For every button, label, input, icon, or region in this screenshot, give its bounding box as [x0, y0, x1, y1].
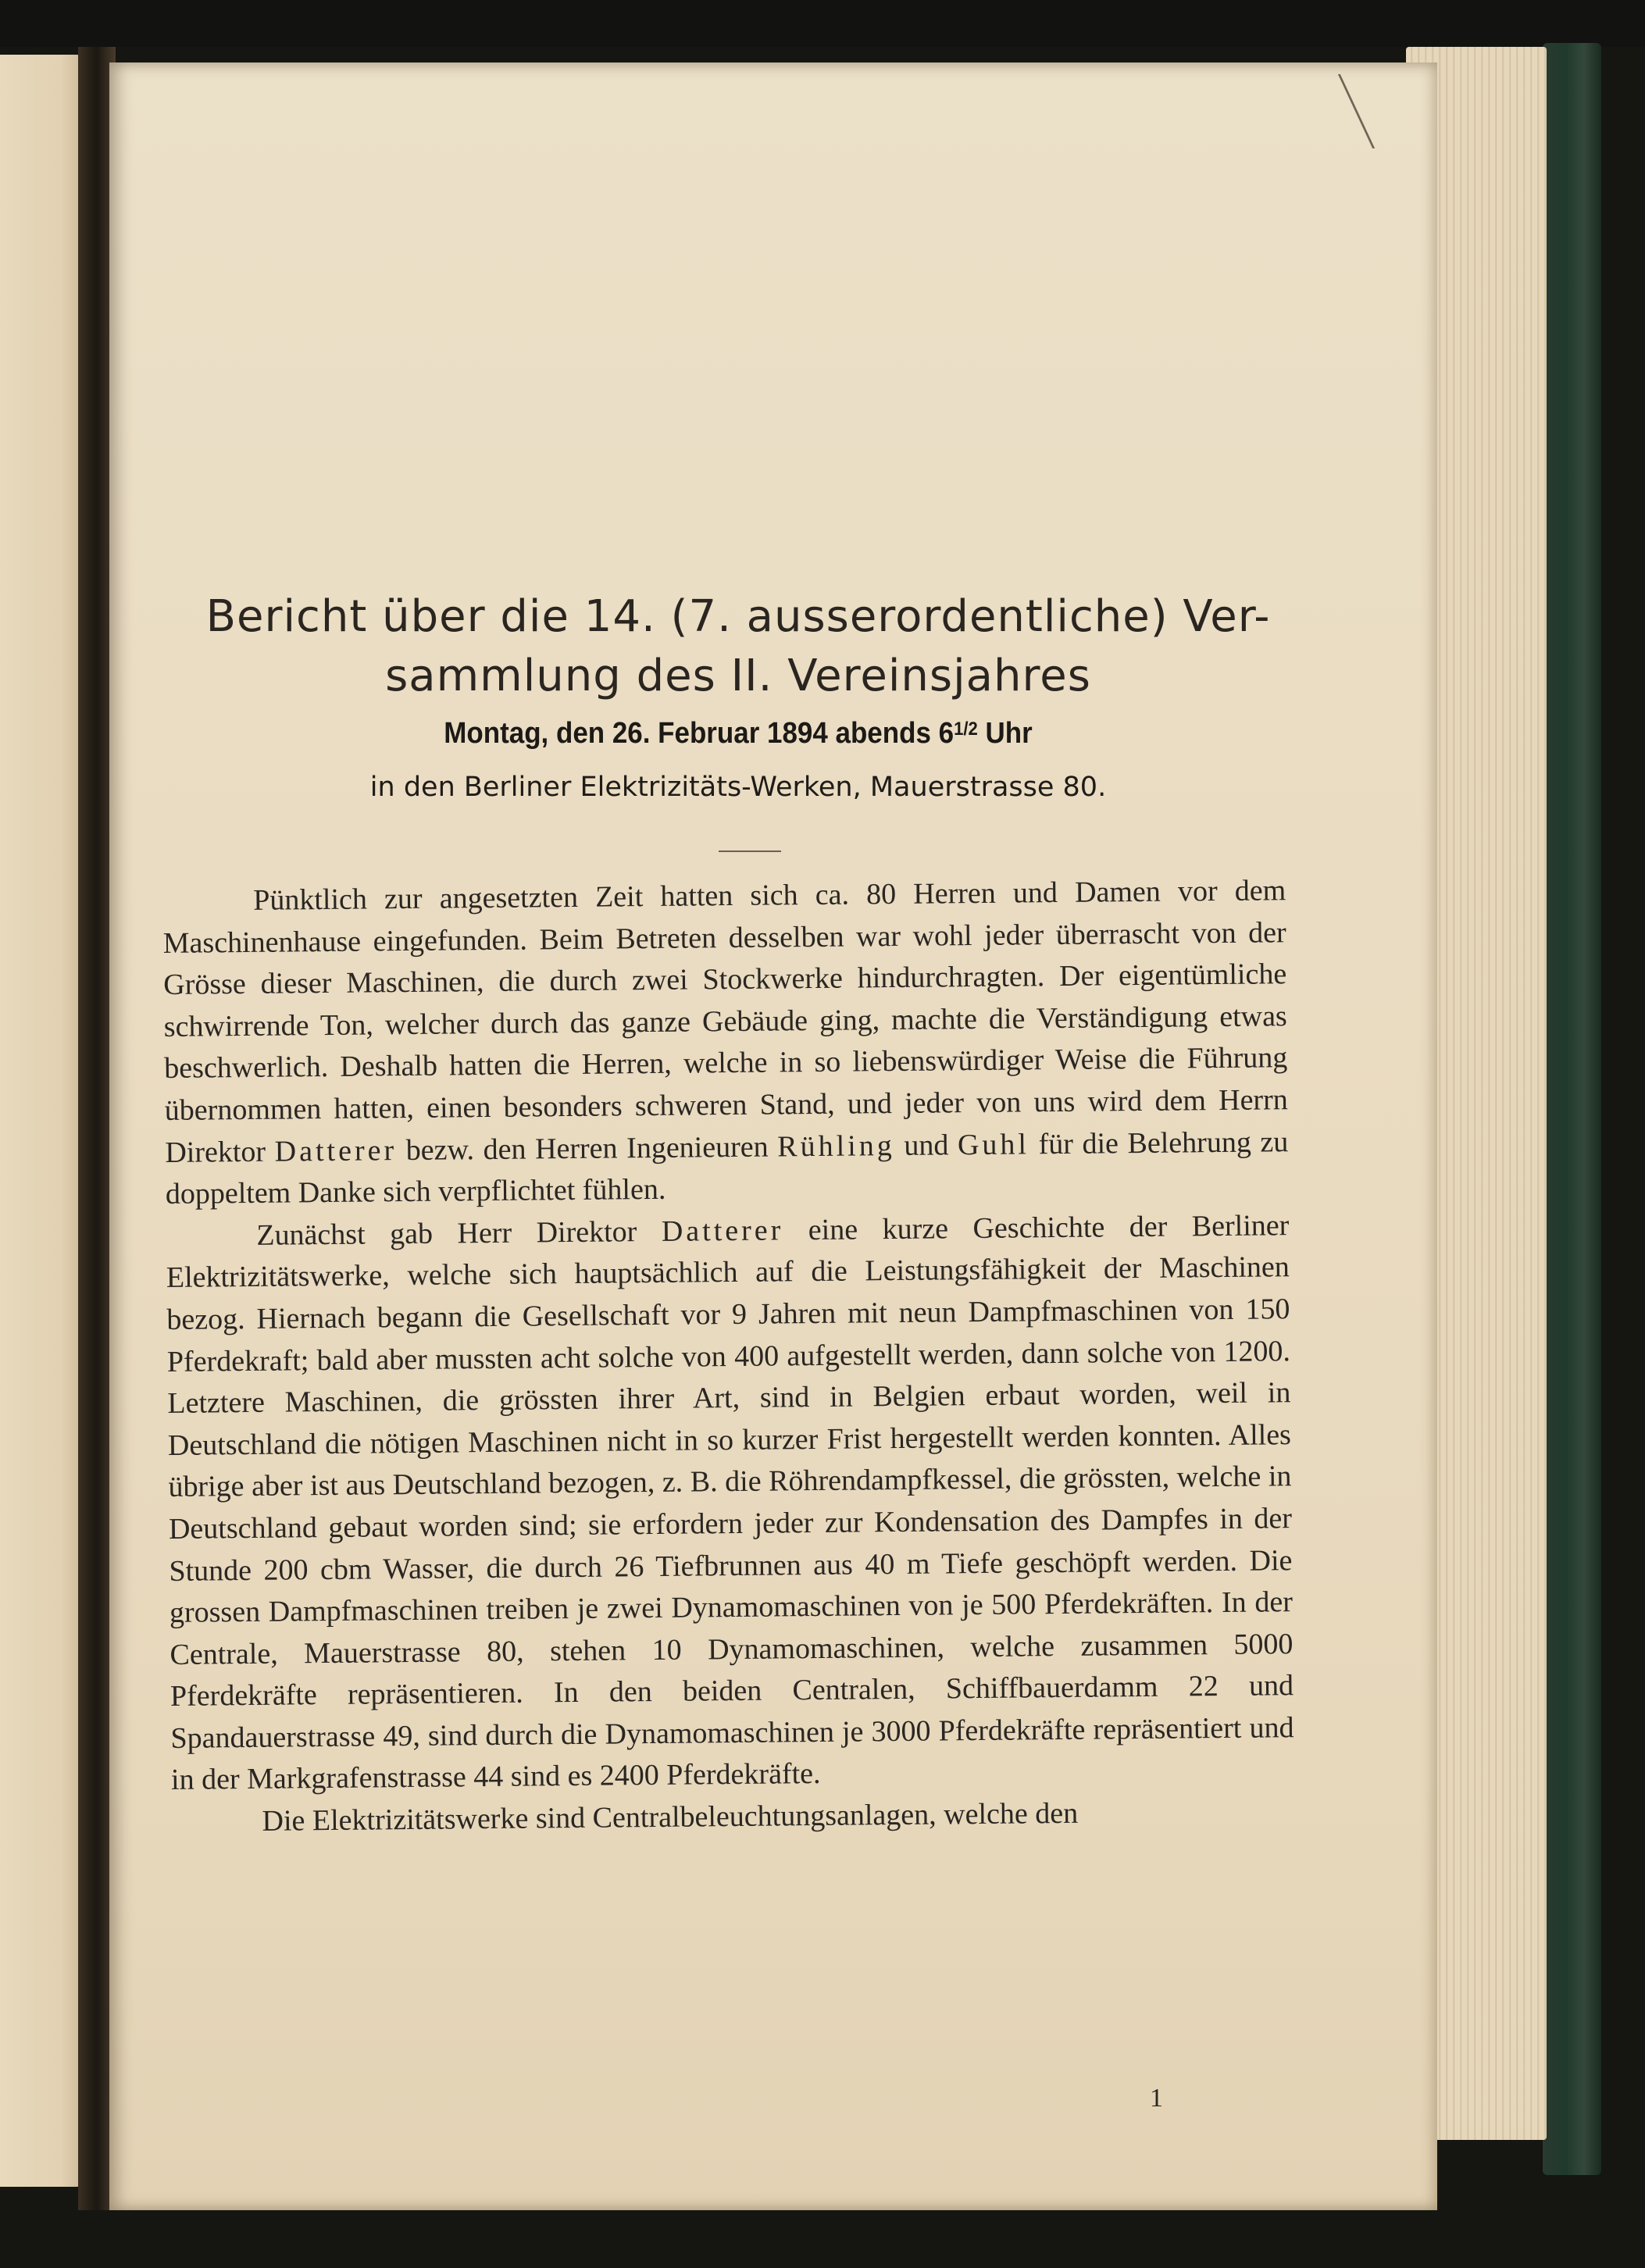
paragraph-2 [166, 1205, 1294, 1802]
paragraph-1 [162, 870, 1289, 1216]
title-line-1: Bericht über die 14. (7. ausserordentliche) Ver- [205, 591, 1271, 642]
name-datterer-2: Datterer [661, 1214, 784, 1248]
report-body [162, 870, 1295, 1843]
paragraph-1-text-a: Pünktlich zur angesetzten Zeit hatten sich ca. 80 Herren und Damen vor dem Maschinenhause eingefunden. Beim Betreten desselben war wohl jeder überrascht von der Grösse dieser Maschinen, die durch zwei Stockwerke hindurchragten. Der eigentümliche schwirrende Ton, welcher durch das ganze Gebäude ging, machte die Verständigung etwas beschwerlich. Deshalb hatten die Herren, welche in so liebenswürdiger Weise die Führung übernommen hatten, einen besonders schweren Stand, und jeder von uns wird dem Herrn Direktor [162, 874, 1288, 1169]
paragraph-1-text-b: bezw. den Herren Ingenieuren [405, 1130, 769, 1167]
meeting-date-text: Montag, den 26. Februar 1894 abends 6 [444, 717, 955, 750]
meeting-date-fraction: 1/2 [954, 719, 978, 740]
paragraph-3: Die Elektrizitätswerke sind Centralbeleuchtungsanlagen, welche den [262, 1796, 1079, 1838]
meeting-date [224, 717, 1252, 751]
paragraph-1-text-d: für die Belehrung zu doppeltem Danke sich verpflichtet fühlen. [165, 1125, 1289, 1211]
name-ruehling: Rühling [777, 1129, 895, 1164]
paragraph-1-text-c: und [904, 1128, 949, 1162]
page-number: 1 [1150, 2084, 1163, 2113]
book-cover-edge [1543, 43, 1601, 2175]
meeting-date-end: Uhr [985, 717, 1033, 750]
name-datterer: Datterer [274, 1133, 398, 1168]
name-guhl: Guhl [957, 1127, 1030, 1161]
paragraph-2-text-b: eine kurze Geschichte der Berliner Elektrizitätswerke, welche sich hauptsächlich auf die Leistungsfähigkeit der Maschinen bezog. Hiernach begann die Gesellschaft vor 9 Jahren mit neun Dampfmaschinen von 150 Pferdekraft; bald aber mussten acht solche von 400 aufgestellt werden, dann solche von 1200. Letztere Maschinen, die grössten ihrer Art, sind in Belgien erbaut worden, weil in Deutschland die nötigen Maschinen nicht in so kurzer Frist hergestellt werden konnten. Alles übrige aber ist aus Deutschland bezogen, z. B. die Röhrendampfkessel, die grössten, welche in Deutschland gebaut worden sind; sie erfordern jeder zur Kondensation des Dampfes in der Stunde 200 cbm Wasser, die durch 26 Tiefbrunnen aus 40 m Tiefe geschöpft werden. Die grossen Dampfmaschinen treiben je zwei Dynamomaschinen von je 500 Pferdekräften. In der Centrale, Mauerstrasse 80, stehen 10 Dynamomaschinen, welche zusammen 5000 Pferdekräfte repräsentieren. In den beiden Centralen, Schiffbauerdamm 22 und Spandauerstrasse 49, sind durch die Dynamomaschinen je 3000 Pferdekräfte repräsentiert und in der Markgrafenstrasse 44 sind es 2400 Pferdekräfte. [166, 1208, 1294, 1797]
meeting-location: in den Berliner Elektrizitäts-Werken, Mauerstrasse 80. [369, 772, 1107, 803]
paragraph-2-text-a: Zunächst gab Herr Direktor [256, 1214, 637, 1252]
left-page-edge [0, 55, 87, 2187]
separator-rule [719, 850, 781, 852]
background-top [0, 0, 1645, 47]
title-line-2: sammlung des II. Vereinsjahres [385, 651, 1091, 701]
report-title [180, 587, 1297, 706]
